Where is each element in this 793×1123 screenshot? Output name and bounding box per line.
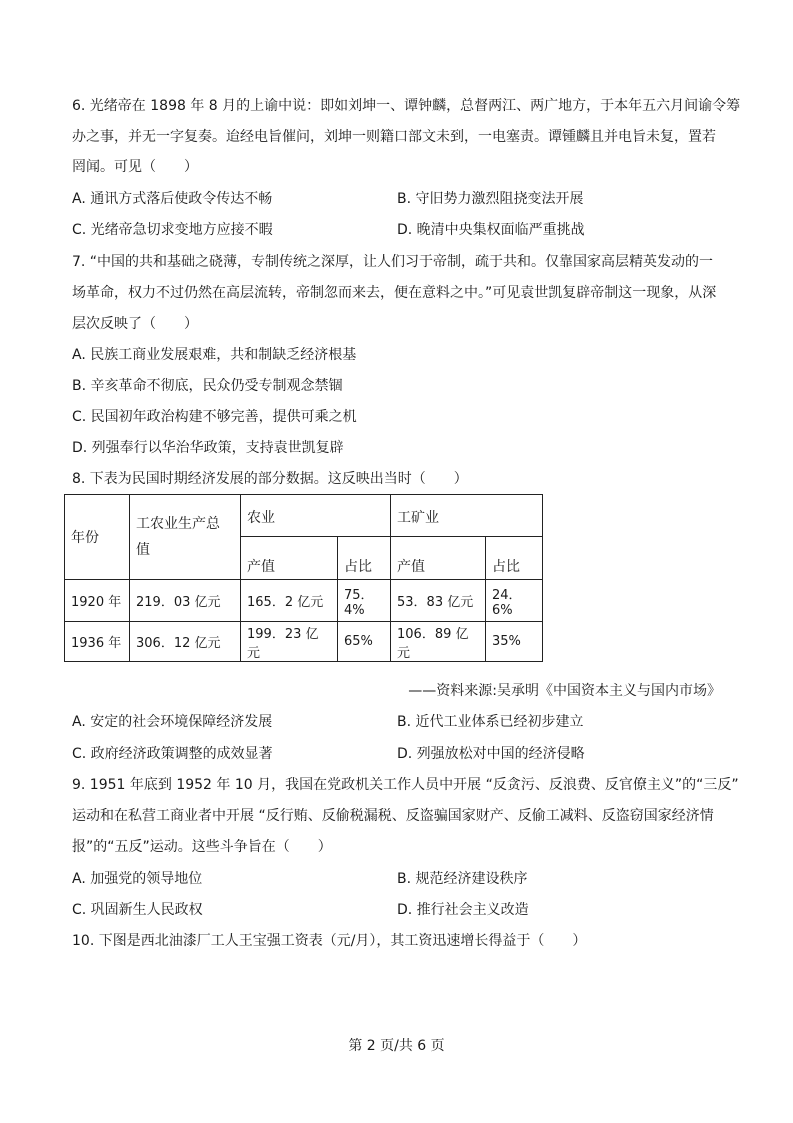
q7-option-b[interactable]: B. 辛亥革命不彻底，民众仍受专制观念禁锢 xyxy=(72,378,343,394)
header-industry-mining: 工矿业 xyxy=(391,495,543,537)
header-year: 年份 xyxy=(65,495,130,580)
cell-ind-value: 53．83 亿元 xyxy=(391,580,486,622)
q8-option-d[interactable]: D. 列强放松对中国的经济侵略 xyxy=(397,746,585,762)
table-source-citation: ——资料来源:吴承明《中国资本主义与国内市场》 xyxy=(408,683,721,699)
q6-stem-line-3: 罔闻。可见（ ） xyxy=(72,159,198,175)
cell-agri-share: 75．4% xyxy=(338,580,391,622)
q6-option-c[interactable]: C. 光绪帝急切求变地方应接不暇 xyxy=(72,222,273,238)
cell-year: 1936 年 xyxy=(65,622,130,662)
q8-stem: 8. 下表为民国时期经济发展的部分数据。这反映出当时（ ） xyxy=(72,471,468,487)
q9-stem-line-3: 报”的“五反”运动。这些斗争旨在（ ） xyxy=(72,839,332,855)
header-agri-share: 占比 xyxy=(338,537,391,580)
q7-option-a[interactable]: A. 民族工商业发展艰难，共和制缺乏经济根基 xyxy=(72,347,357,363)
q8-option-b[interactable]: B. 近代工业体系已经初步建立 xyxy=(397,714,584,730)
q7-option-d[interactable]: D. 列强奉行以华治华政策，支持袁世凯复辟 xyxy=(72,440,344,456)
cell-total: 306．12 亿元 xyxy=(130,622,241,662)
q7-stem-line-3: 层次反映了（ ） xyxy=(72,316,198,332)
q8-option-c[interactable]: C. 政府经济政策调整的成效显著 xyxy=(72,746,273,762)
q6-stem-line-1: 6. 光绪帝在 1898 年 8 月的上谕中说：即如刘坤一、谭钟麟，总督两江、两广地方，于本年五六月间谕令筹 xyxy=(72,98,741,114)
table-row xyxy=(65,580,543,622)
q6-stem-line-2: 办之事，并无一字复奏。迨经电旨催问，刘坤一则籍口部文未到，一电塞责。谭锺麟且并电旨未复，置若 xyxy=(72,129,716,145)
cell-agri-share: 65% xyxy=(338,622,391,662)
q9-option-d[interactable]: D. 推行社会主义改造 xyxy=(397,902,529,918)
q9-option-a[interactable]: A. 加强党的领导地位 xyxy=(72,871,203,887)
q8-option-a[interactable]: A. 安定的社会环境保障经济发展 xyxy=(72,714,273,730)
q6-option-b[interactable]: B. 守旧势力激烈阻挠变法开展 xyxy=(397,191,584,207)
cell-ind-value: 106．89 亿元 xyxy=(391,622,486,662)
table-row xyxy=(65,622,543,662)
page-number: 第 2 页/共 6 页 xyxy=(348,1038,445,1054)
cell-total: 219．03 亿元 xyxy=(130,580,241,622)
q7-stem-line-2: 场革命，权力不过仍然在高层流转，帝制忽而来去，便在意料之中。”可见袁世凯复辟帝制这一现象，从深 xyxy=(72,285,717,301)
q9-stem-line-2: 运动和在私营工商业者中开展 “反行贿、反偷税漏税、反盗骗国家财产、反偷工减料、反盗窃国家经济情 xyxy=(72,808,714,824)
header-agri-value: 产值 xyxy=(241,537,338,580)
header-agriculture: 农业 xyxy=(241,495,391,537)
economic-data-table xyxy=(64,494,543,662)
q7-option-c[interactable]: C. 民国初年政治构建不够完善，提供可乘之机 xyxy=(72,409,357,425)
cell-agri-value: 165．2 亿元 xyxy=(241,580,338,622)
q6-option-a[interactable]: A. 通讯方式落后使政令传达不畅 xyxy=(72,191,273,207)
cell-year: 1920 年 xyxy=(65,580,130,622)
header-total-output xyxy=(130,495,241,580)
header-ind-share: 占比 xyxy=(486,537,543,580)
cell-agri-value: 199．23 亿元 xyxy=(241,622,338,662)
cell-ind-share: 35% xyxy=(486,622,543,662)
q10-stem: 10. 下图是西北油漆厂工人王宝强工资表（元/月），其工资迅速增长得益于（ ） xyxy=(72,933,587,949)
header-total-line-2: 值 xyxy=(136,542,150,558)
q7-stem-line-1: 7. “中国的共和基础之硗薄，专制传统之深厚，让人们习于帝制，疏于共和。仅靠国家高层精英发动的一 xyxy=(72,254,714,270)
header-ind-value: 产值 xyxy=(391,537,486,580)
cell-ind-share: 24．6% xyxy=(486,580,543,622)
q6-option-d[interactable]: D. 晚清中央集权面临严重挑战 xyxy=(397,222,585,238)
header-total-line-1: 工农业生产总 xyxy=(136,516,220,532)
q9-option-c[interactable]: C. 巩固新生人民政权 xyxy=(72,902,203,918)
q9-stem-line-1: 9. 1951 年底到 1952 年 10 月，我国在党政机关工作人员中开展 “反贪污、反浪费、反官僚主义”的“三反” xyxy=(72,777,739,793)
q9-option-b[interactable]: B. 规范经济建设秩序 xyxy=(397,871,528,887)
